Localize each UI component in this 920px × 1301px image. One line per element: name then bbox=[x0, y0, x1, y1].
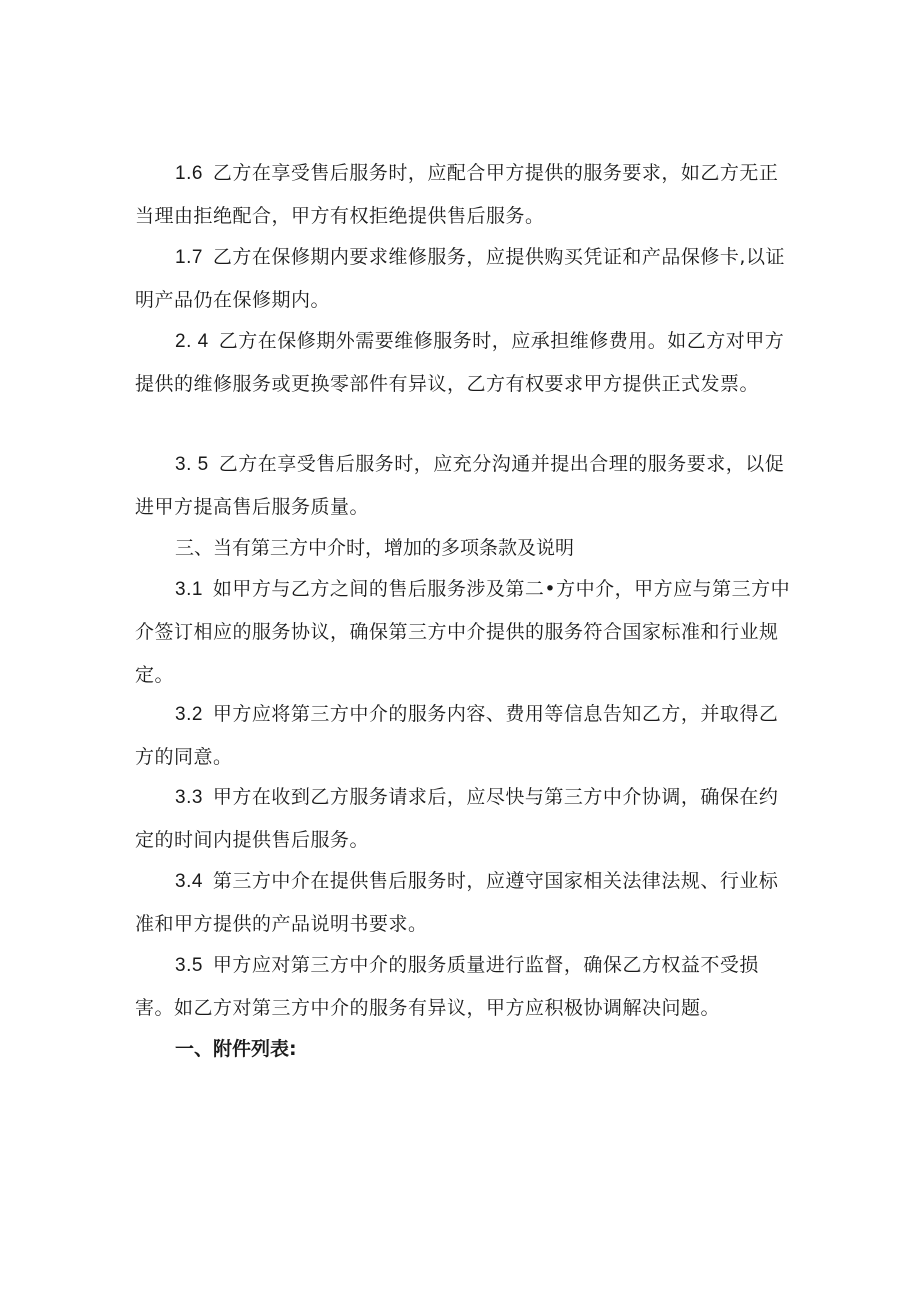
clause-text: 第三方中介在提供售后服务时，应遵守国家相关法律法规、行业标准和甲方提供的产品说明书要求。 bbox=[135, 870, 779, 935]
clause-number: 3. 5 bbox=[175, 454, 209, 475]
clause-text: 乙方在享受售后服务时，应配合甲方提供的服务要求，如乙方无正当理由拒绝配合，甲方有权拒绝提供售后服务。 bbox=[135, 162, 779, 227]
clause-3-5-early bbox=[135, 443, 795, 529]
clause-text: 甲方应将第三方中介的服务内容、费用等信息告知乙方，并取得乙方的同意。 bbox=[135, 703, 779, 768]
clause-3-4 bbox=[135, 860, 795, 946]
clause-text: 乙方在享受售后服务时，应充分沟通并提出合理的服务要求，以促进甲方提高售后服务质量。 bbox=[135, 453, 785, 518]
clause-text: 甲方在收到乙方服务请求后，应尽快与第三方中介协调，确保在约定的时间内提供售后服务。 bbox=[135, 786, 779, 851]
clause-2-4 bbox=[135, 320, 795, 406]
clause-text: 如甲方与乙方之间的售后服务涉及第二•方中介，甲方应与第三方中介签订相应的服务协议，确保第三方中介提供的服务符合国家标准和行业规定。 bbox=[135, 578, 791, 686]
clause-number: 3.5 bbox=[175, 955, 203, 976]
clause-3-3 bbox=[135, 776, 795, 862]
clause-3-5 bbox=[135, 944, 795, 1030]
attachments-heading: 一、附件列表: bbox=[175, 1038, 297, 1060]
clause-number: 1.7 bbox=[175, 247, 203, 268]
section-heading-three: 三、当有第三方中介时，增加的多项条款及说明 bbox=[175, 537, 575, 559]
clause-number: 3.1 bbox=[175, 579, 203, 600]
clause-1-7 bbox=[135, 236, 795, 322]
clause-number: 3.3 bbox=[175, 787, 203, 808]
clause-3-1 bbox=[135, 568, 795, 697]
clause-number: 2. 4 bbox=[175, 331, 209, 352]
clause-1-6 bbox=[135, 152, 795, 238]
clause-text: 乙方在保修期外需要维修服务时，应承担维修费用。如乙方对甲方提供的维修服务或更换零部件有异议，乙方有权要求甲方提供正式发票。 bbox=[135, 330, 785, 395]
clause-3-2 bbox=[135, 693, 795, 779]
clause-number: 1.6 bbox=[175, 163, 203, 184]
clause-number: 3.2 bbox=[175, 704, 203, 725]
clause-number: 3.4 bbox=[175, 871, 203, 892]
clause-text: 甲方应对第三方中介的服务质量进行监督，确保乙方权益不受损害。如乙方对第三方中介的服务有异议，甲方应积极协调解决问题。 bbox=[135, 954, 759, 1019]
clause-text: 乙方在保修期内要求维修服务，应提供购买凭证和产品保修卡,以证明产品仍在保修期内。 bbox=[135, 246, 785, 311]
